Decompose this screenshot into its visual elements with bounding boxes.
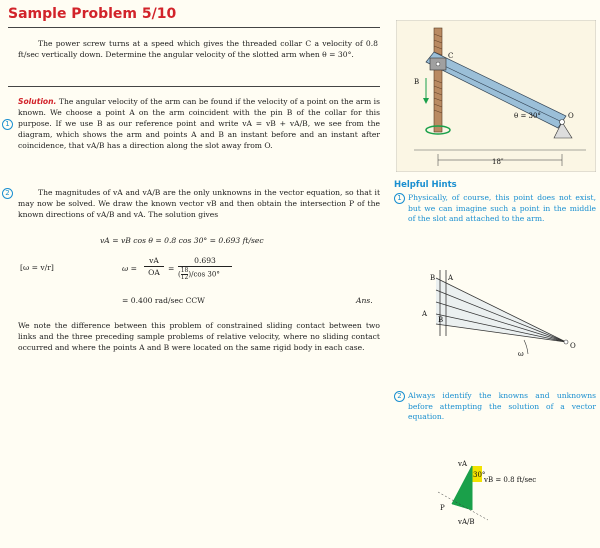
label-vb: vB = 0.8 ft/sec — [484, 476, 537, 484]
label-angle: 30° — [473, 471, 486, 479]
power-screw — [434, 28, 442, 132]
hint-marker-2: 2 — [2, 188, 13, 199]
label-o-2: O — [570, 342, 576, 350]
denominator-12: 12 — [180, 274, 189, 281]
hints-title: Helpful Hints — [394, 180, 457, 190]
label-b-top: B — [430, 274, 436, 282]
position-figure — [396, 266, 596, 370]
equation-va: vA = vB cos θ = 0.8 cos 30° = 0.693 ft/sec — [100, 236, 264, 245]
fraction-denominator: ( $\frac{18}{12}$ )/cos 30° — [178, 267, 220, 281]
solution-paragraph-1 — [18, 96, 380, 151]
mechanism-figure — [396, 20, 596, 172]
page-title: Sample Problem 5/10 — [8, 6, 177, 22]
problem-statement: The power screw turns at a speed which gives the threaded collar C a velocity of 0.8 ft/sec vertically down. Determine the angular velocity of the slotted arm when θ = 30°. — [18, 39, 378, 59]
answer-label: Ans. — [356, 296, 373, 305]
label-vab: vA/B — [458, 518, 475, 526]
pin-b — [436, 62, 440, 66]
label-omega: ω — [518, 350, 524, 358]
solution-paragraph-2: The magnitudes of vA and vA/B are the only unknowns in the vector equation, so that it may now be solved. We draw the known vector vB and then obtain the intersection P of the known directions of vA/B and vA. The solution gives — [18, 188, 380, 219]
label-o: O — [568, 112, 574, 120]
fraction-oa: OA — [148, 268, 160, 277]
solution-paragraph-3: We note the difference between this problem of constrained sliding contact between two links and the three preceding sample problems of relative velocity, where no sliding contact occurred and where the points A and B were located on the same rigid body in each case. — [18, 321, 380, 352]
label-b-bottom: B — [438, 316, 444, 324]
equation-equals: = — [168, 264, 175, 273]
label-dimension: 18″ — [492, 158, 504, 166]
label-va: vA — [458, 460, 468, 468]
denominator-cos: /cos 30° — [191, 270, 220, 279]
equation-omega-label: [ω = v/r] — [20, 263, 54, 272]
fraction-line-1 — [144, 266, 164, 267]
label-b: B — [414, 78, 420, 86]
label-a-top: A — [448, 274, 454, 282]
label-p: P — [440, 504, 445, 512]
pivot-o-2 — [564, 340, 568, 344]
hint-1-number: 1 — [394, 193, 405, 204]
hint-marker-1: 1 — [2, 119, 13, 130]
hint-2-number: 2 — [394, 391, 405, 402]
equation-result: = 0.400 rad/sec CCW — [122, 296, 205, 305]
label-a-bottom: A — [422, 310, 428, 318]
hint-1-text: Physically, of course, this point does not exist, but we can imagine such a point in the middle of the slot and attached to the arm. — [408, 193, 596, 223]
label-theta: θ = 30° — [514, 112, 541, 120]
equation-omega-lhs: ω = — [122, 264, 137, 273]
fraction-va: vA — [149, 256, 159, 265]
hint-2-text: Always identify the knowns and unknowns before attempting the solution of a vector equation. — [408, 391, 596, 421]
solution-text-1: The angular velocity of the arm can be found if the velocity of a point on the arm is known. We choose a point A on the arm coincident with the pin B of the collar for this purpose. If we use B as our reference point and write vA = vB + vA/B, we see from the diagram, which shows the arm and points A and B an instant before and an instant after coincidence, that vA/B has a direction along the slot away from O. — [18, 97, 380, 150]
title-rule — [8, 27, 380, 28]
label-c: C — [448, 52, 454, 60]
omega-arc — [524, 340, 528, 354]
solution-label: Solution. — [18, 97, 57, 106]
fraction-numerator-value: 0.693 — [194, 256, 216, 265]
velocity-triangle-figure — [418, 452, 594, 542]
pivot-o — [560, 120, 565, 125]
problem-rule — [8, 86, 380, 87]
denominator-18: 18 — [180, 267, 189, 274]
